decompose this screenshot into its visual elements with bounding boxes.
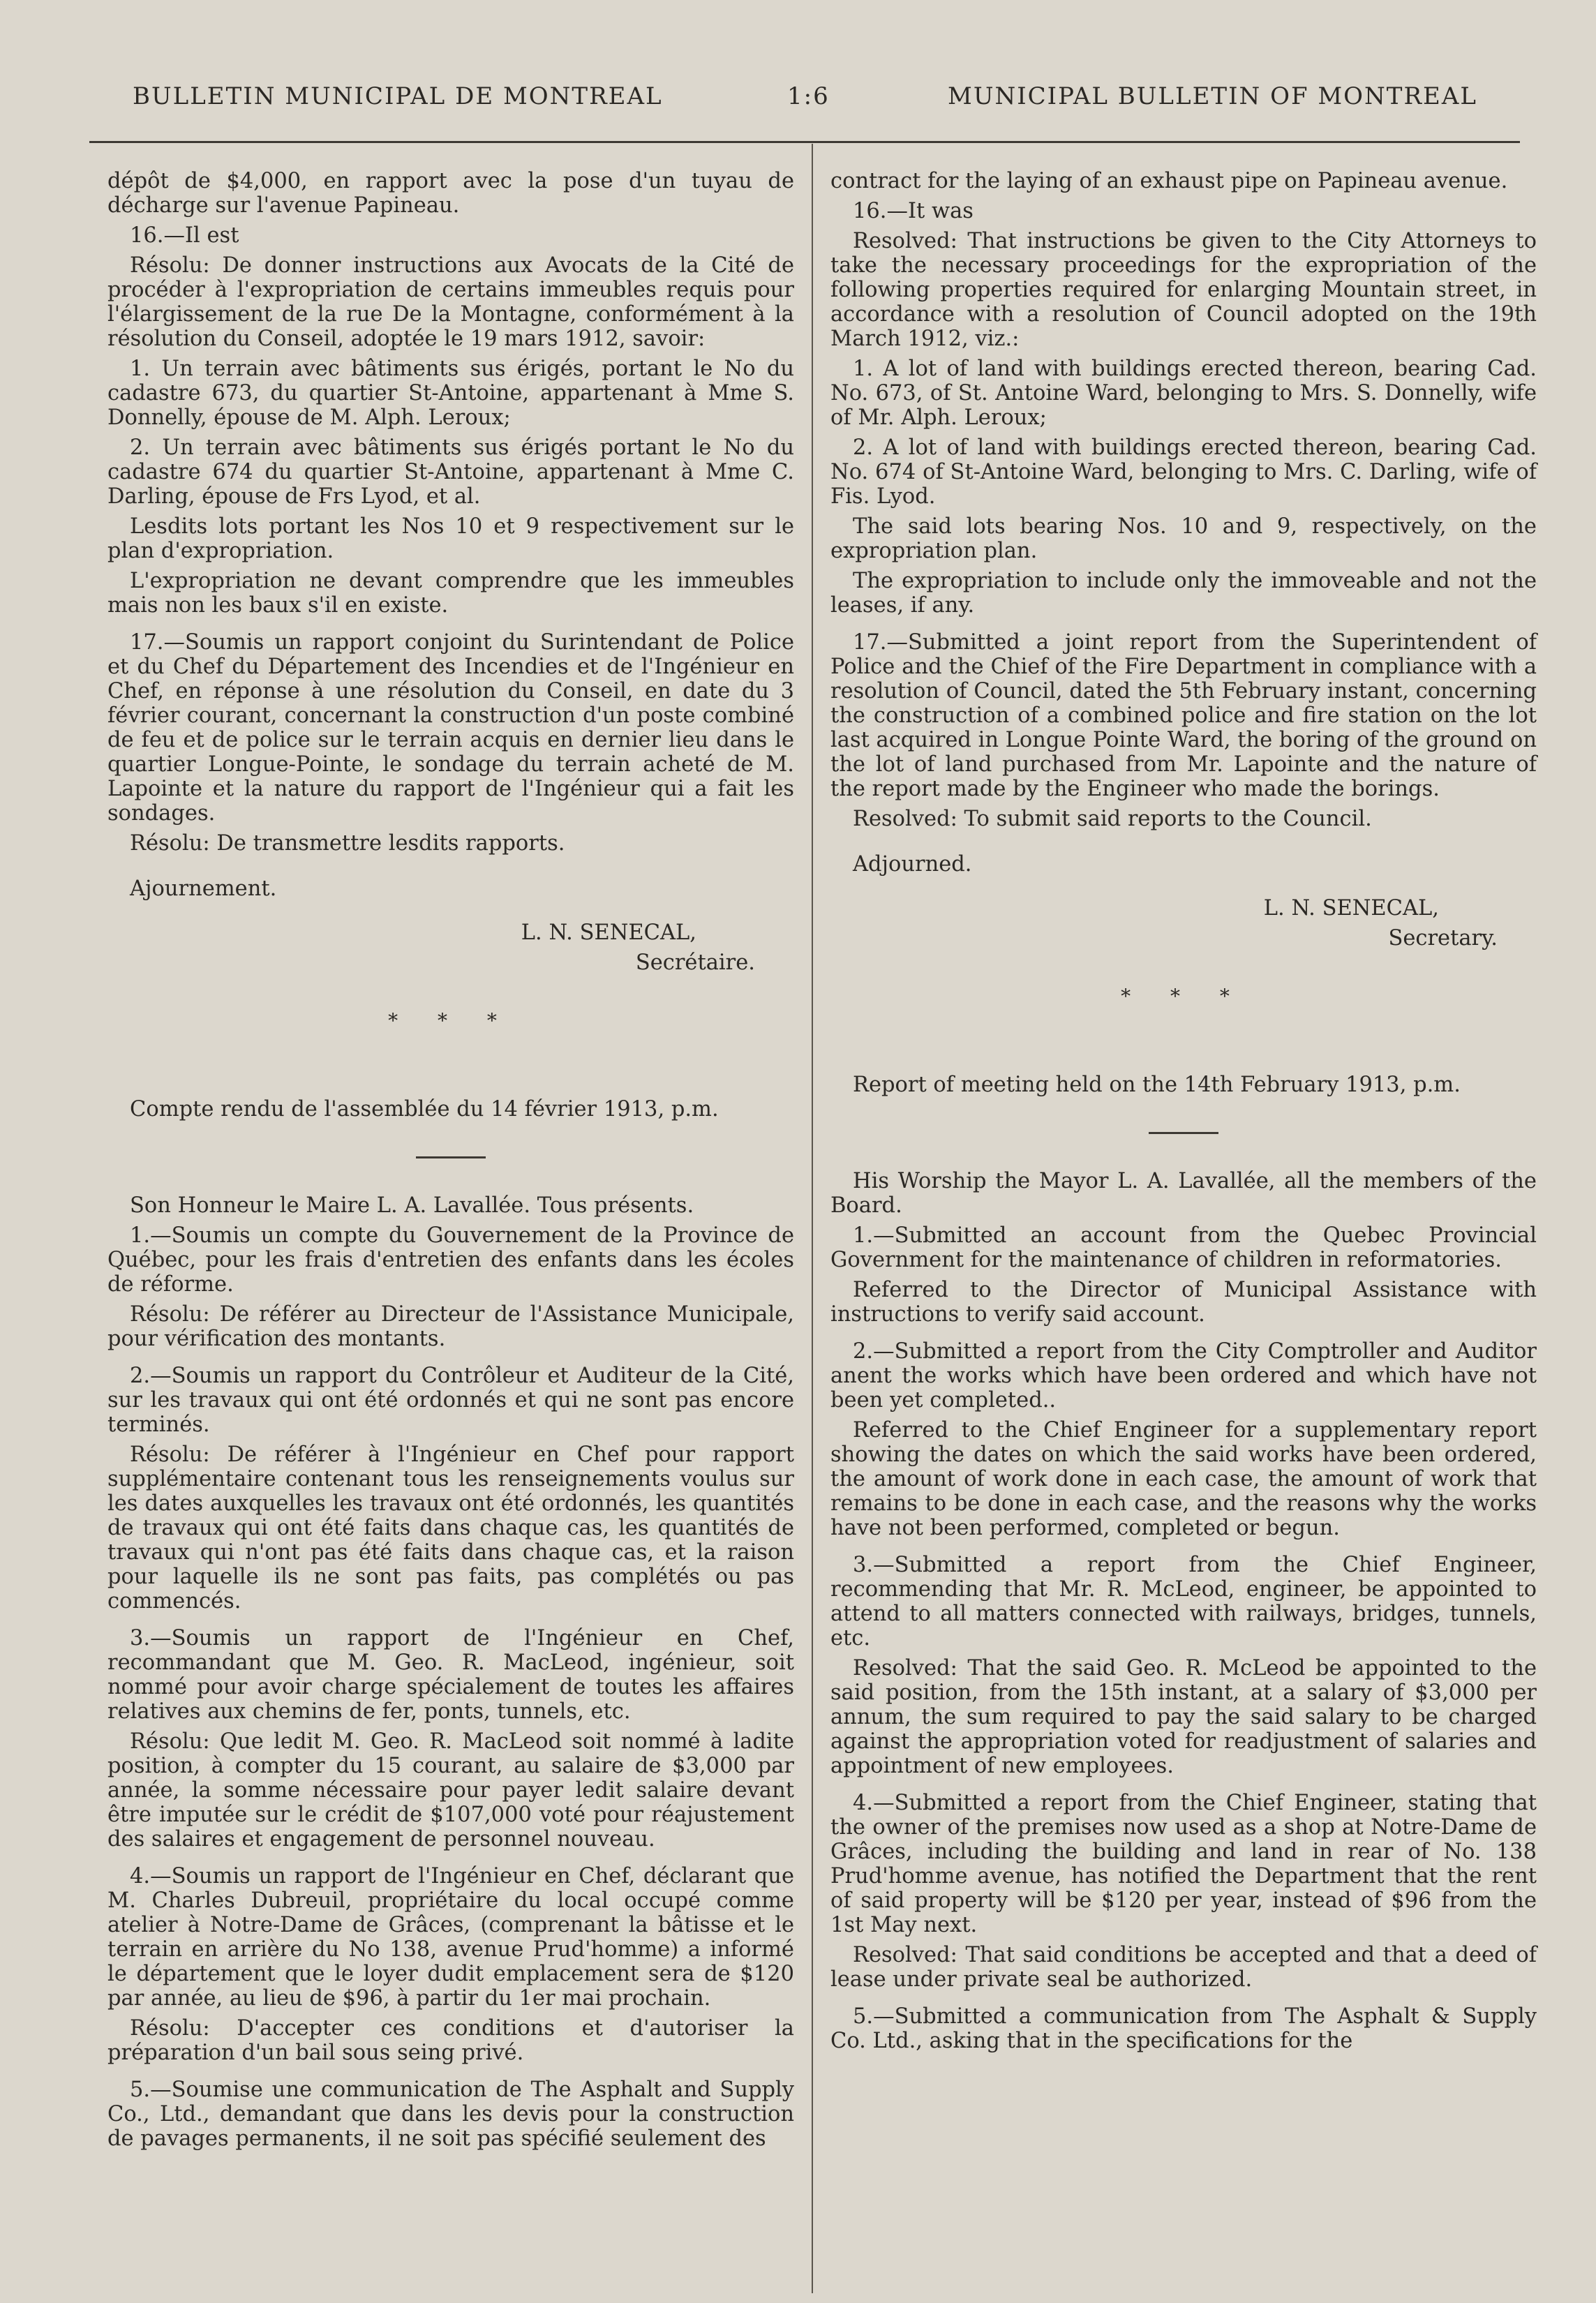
- paragraph: Résolu: De référer à l'Ingénieur en Chef pour rapport supplémentaire contenant tous les renseignements voulus sur les dates auxquelles les travaux ont été ordonnés, les quantités de travaux qui ont été faits dans chaque cas, les quantités de travaux qui n'ont pas été faits dans chaque cas, et la raison pour laquelle ils ne sont pas faits, pas complétés ou pas commencés.: [107, 1443, 794, 1613]
- paragraph: 1. A lot of land with buildings erected thereon, bearing Cad. No. 673, of St. Antoine Ward, belonging to Mrs. S. Donnelly, wife of Mr. Alph. Leroux;: [830, 357, 1537, 430]
- section-separator: * * *: [388, 1009, 514, 1032]
- paragraph: Résolu: Que ledit M. Geo. R. MacLeod soit nommé à ladite position, à compter du 15 courant, au salaire de $3,000 par année, la somme nécessaire pour payer ledit salaire devant être imputée sur le crédit de $107,000 voté pour réajustement des salaires et engagement de personnel nouveau.: [107, 1729, 794, 1851]
- paragraph: The said lots bearing Nos. 10 and 9, respectively, on the expropriation plan.: [830, 514, 1537, 563]
- paragraph: Lesdits lots portant les Nos 10 et 9 respectivement sur le plan d'expropriation.: [107, 514, 794, 563]
- header-title-english: MUNICIPAL BULLETIN OF MONTREAL: [948, 82, 1478, 110]
- english-column: [830, 169, 1537, 2059]
- paragraph: 4.—Submitted a report from the Chief Engineer, stating that the owner of the premises now used as a shop at Notre-Dame de Grâces, including the building and land in rear of No. 138 Prud'homme avenue, has notified the Department that the rent of said property will be $120 per year, instead of $96 from the 1st May next.: [830, 1791, 1537, 1937]
- paragraph: Resolved: That instructions be given to the City Attorneys to take the necessary proceedings for the expropriation of the following properties required for enlarging Mountain street, in accordance with a resolution of Council adopted on the 19th March 1912, viz.:: [830, 229, 1537, 351]
- signature-title: Secrétaire.: [635, 951, 755, 975]
- paragraph: Résolu: De transmettre lesdits rapports.: [130, 831, 565, 856]
- report-title: Compte rendu de l'assemblée du 14 février 1913, p.m.: [130, 1097, 719, 1121]
- paragraph: The expropriation to include only the immoveable and not the leases, if any.: [830, 569, 1537, 618]
- header-title-french: BULLETIN MUNICIPAL DE MONTREAL: [133, 82, 663, 110]
- paragraph: contract for the laying of an exhaust pipe on Papineau avenue.: [830, 169, 1508, 193]
- paragraph: Resolved: To submit said reports to the Council.: [853, 807, 1372, 831]
- paragraph: 3.—Submitted a report from the Chief Engineer, recommending that Mr. R. McLeod, engineer, be appointed to attend to all matters connected with railways, bridges, tunnels, etc.: [830, 1553, 1537, 1650]
- paragraph: Resolved: That the said Geo. R. McLeod be appointed to the said position, from the 15th instant, at a salary of $3,000 per annum, the sum required to pay the said salary to be charged against the appropriation voted for readjustment of salaries and appointment of new employees.: [830, 1656, 1537, 1778]
- title-rule: [1149, 1132, 1218, 1134]
- report-title: Report of meeting held on the 14th February 1913, p.m.: [853, 1073, 1461, 1097]
- paragraph: Résolu: De donner instructions aux Avocats de la Cité de procéder à l'expropriation de certains immeubles requis pour l'élargissement de la rue De la Montagne, conformément à la résolution du Conseil, adoptée le 19 mars 1912, savoir:: [107, 253, 794, 351]
- signature-title: Secretary.: [1388, 926, 1498, 951]
- item-heading: 16.—Il est: [130, 223, 239, 248]
- paragraph: His Worship the Mayor L. A. Lavallée, all the members of the Board.: [830, 1169, 1537, 1218]
- paragraph: 2.—Soumis un rapport du Contrôleur et Auditeur de la Cité, sur les travaux qui ont été ordonnés et qui ne sont pas encore terminés.: [107, 1364, 794, 1437]
- paragraph: L'expropriation ne devant comprendre que les immeubles mais non les baux s'il en existe.: [107, 569, 794, 618]
- paragraph: 2. A lot of land with buildings erected thereon, bearing Cad. No. 674 of St-Antoine Ward, belonging to Mrs. C. Darling, wife of Fis. Lyod.: [830, 435, 1537, 509]
- section-separator: * * *: [1121, 985, 1246, 1008]
- adjournment: Adjourned.: [853, 852, 972, 877]
- paragraph: 4.—Soumis un rapport de l'Ingénieur en Chef, déclarant que M. Charles Dubreuil, propriétaire du local occupé comme atelier à Notre-Dame de Grâces, (comprenant la bâtisse et le terrain en arrière du No 138, avenue Prud'homme) a informé le département que le loyer dudit emplacement sera de $120 par année, au lieu de $96, à partir du 1er mai prochain.: [107, 1864, 794, 2011]
- paragraph: 17.—Soumis un rapport conjoint du Surintendant de Police et du Chef du Département des Incendies et de l'Ingénieur en Chef, en réponse à une résolution du Conseil, en date du 3 février courant, concernant la construction d'un poste combiné de feu et de police sur le terrain acquis en dernier lieu dans le quartier Longue-Pointe, le sondage du terrain acheté de M. Lapointe et la nature du rapport de l'Ingénieur qui a fait les sondages.: [107, 630, 794, 826]
- paragraph: 3.—Soumis un rapport de l'Ingénieur en Chef, recommandant que M. Geo. R. MacLeod, ingénieur, soit nommé pour avoir charge spécialement de toutes les affaires relatives aux chemins de fer, ponts, tunnels, etc.: [107, 1626, 794, 1724]
- paragraph: 17.—Submitted a joint report from the Superintendent of Police and the Chief of the Fire Department in compliance with a resolution of Council, dated the 5th February instant, concerning the construction of a combined police and fire station on the lot last acquired in Longue Pointe Ward, the boring of the ground on the lot of land purchased from Mr. Lapointe and the nature of the report made by the Engineer who made the borings.: [830, 630, 1537, 801]
- page-header: [0, 82, 1596, 124]
- paragraph: Referred to the Director of Municipal Assistance with instructions to verify said account.: [830, 1278, 1537, 1327]
- paragraph: 1.—Submitted an account from the Quebec Provincial Government for the maintenance of children in reformatories.: [830, 1223, 1537, 1272]
- paragraph: Résolu: D'accepter ces conditions et d'autoriser la préparation d'un bail sous seing privé.: [107, 2016, 794, 2065]
- header-rule: [89, 141, 1520, 143]
- paragraph: dépôt de $4,000, en rapport avec la pose d'un tuyau de décharge sur l'avenue Papineau.: [107, 169, 794, 218]
- paragraph: Resolved: That said conditions be accepted and that a deed of lease under private seal be authorized.: [830, 1943, 1537, 1992]
- title-rule: [416, 1156, 486, 1158]
- signature-name: L. N. SENECAL,: [521, 921, 696, 945]
- column-divider: [812, 144, 813, 2293]
- french-column: [107, 169, 794, 2156]
- signature-name: L. N. SENECAL,: [1263, 896, 1439, 921]
- page-number: 1:6: [787, 82, 830, 110]
- item-heading: 16.—It was: [853, 199, 974, 223]
- paragraph: Son Honneur le Maire L. A. Lavallée. Tous présents.: [130, 1193, 694, 1218]
- paragraph: 5.—Soumise une communication de The Asphalt and Supply Co., Ltd., demandant que dans les devis pour la construction de pavages permanents, il ne soit pas spécifié seulement des: [107, 2078, 794, 2151]
- paragraph: 2.—Submitted a report from the City Comptroller and Auditor anent the works which have been ordered and which have not been yet completed..: [830, 1339, 1537, 1413]
- adjournment: Ajournement.: [130, 877, 277, 901]
- paragraph: 5.—Submitted a communication from The Asphalt & Supply Co. Ltd., asking that in the specifications for the: [830, 2004, 1537, 2053]
- paragraph: 1.—Soumis un compte du Gouvernement de la Province de Québec, pour les frais d'entretien des enfants dans les écoles de réforme.: [107, 1223, 794, 1297]
- paragraph: Résolu: De référer au Directeur de l'Assistance Municipale, pour vérification des montants.: [107, 1302, 794, 1351]
- paragraph: 2. Un terrain avec bâtiments sus érigés portant le No du cadastre 674 du quartier St-Antoine, appartenant à Mme C. Darling, épouse de Frs Lyod, et al.: [107, 435, 794, 509]
- paragraph: Referred to the Chief Engineer for a supplementary report showing the dates on which the said works have been ordered, the amount of work done in each case, the amount of work that remains to be done in each case, and the reasons why the works have not been performed, completed or begun.: [830, 1418, 1537, 1540]
- paragraph: 1. Un terrain avec bâtiments sus érigés, portant le No du cadastre 673, du quartier St-Antoine, appartenant à Mme S. Donnelly, épouse de M. Alph. Leroux;: [107, 357, 794, 430]
